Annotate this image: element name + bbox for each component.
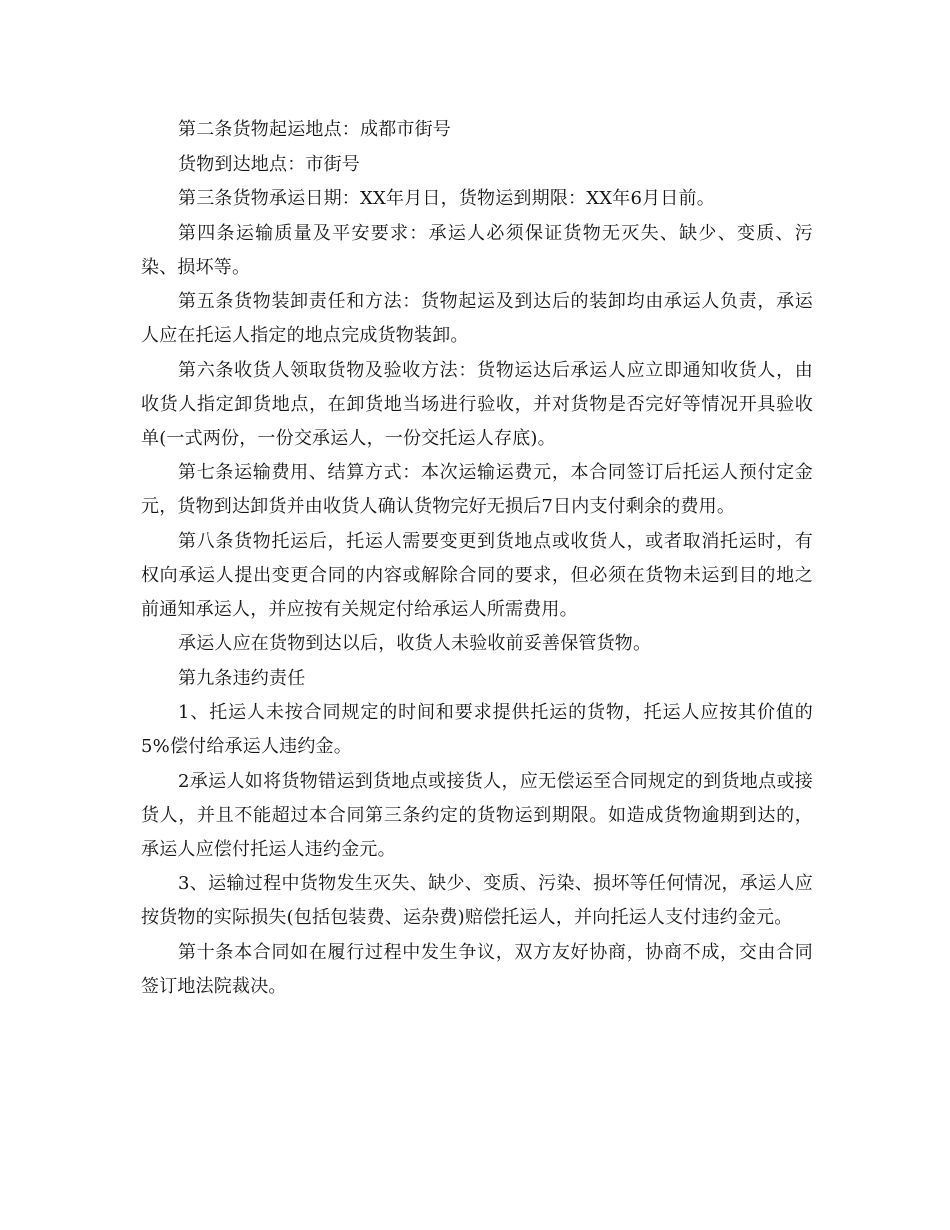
paragraph-article-9-heading: 第九条违约责任	[178, 667, 306, 689]
paragraph-liability-1: 1、托运人未按合同规定的时间和要求提供托运的货物，托运人应按其价值的5%偿付给承运人违约金。	[141, 702, 813, 757]
paragraph-article-5-loading: 第五条货物装卸责任和方法：货物起运及到达后的装卸均由承运人负责，承运人应在托运人指定的地点完成货物装卸。	[141, 291, 813, 346]
paragraph-article-7-fees: 第七条运输费用、结算方式：本次运输运费元，本合同签订后托运人预付定金元，货物到达卸货并由收货人确认货物完好无损后7日内支付剩余的费用。	[141, 462, 813, 517]
paragraph-article-2-origin: 第二条货物起运地点：成都市街号	[178, 119, 451, 140]
paragraph-article-6-acceptance: 第六条收货人领取货物及验收方法：货物运达后承运人应立即通知收货人，由收货人指定卸货地点，在卸货地当场进行验收，并对货物是否完好等情况开具验收单(一式两份，一份交承运人，一份交托运人存底)。	[141, 359, 813, 449]
paragraph-article-10-disputes: 第十条本合同如在履行过程中发生争议，双方友好协商，协商不成，交由合同签订地法院裁决。	[141, 941, 813, 997]
paragraph-liability-2: 2承运人如将货物错运到货地点或接货人，应无偿运至合同规定的到货地点或接货人，并且不能超过本合同第三条约定的货物运到期限。如造成货物逾期到达的，承运人应偿付托运人违约金元。	[141, 770, 813, 860]
paragraph-destination: 货物到达地点：市街号	[178, 153, 360, 175]
paragraph-liability-3: 3、运输过程中货物发生灭失、缺少、变质、污染、损坏等任何情况，承运人应按货物的实际损失(包括包装费、运杂费)赔偿托运人，并向托运人支付违约金元。	[141, 873, 813, 928]
paragraph-article-4-quality: 第四条运输质量及平安要求：承运人必须保证货物无灭失、缺少、变质、污染、损坏等。	[141, 222, 813, 278]
paragraph-article-8-changes: 第八条货物托运后，托运人需要变更到货地点或收货人，或者取消托运时，有权向承运人提出变更合同的内容或解除合同的要求，但必须在货物未运到目的地之前通知承运人，并应按有关规定付给承运人所需费用。	[141, 530, 813, 620]
paragraph-article-3-dates: 第三条货物承运日期：XX年月日，货物运到期限：XX年6月日前。	[178, 188, 715, 209]
document-body	[141, 113, 813, 1004]
paragraph-carrier-custody: 承运人应在货物到达以后，收货人未验收前妥善保管货物。	[178, 633, 652, 654]
